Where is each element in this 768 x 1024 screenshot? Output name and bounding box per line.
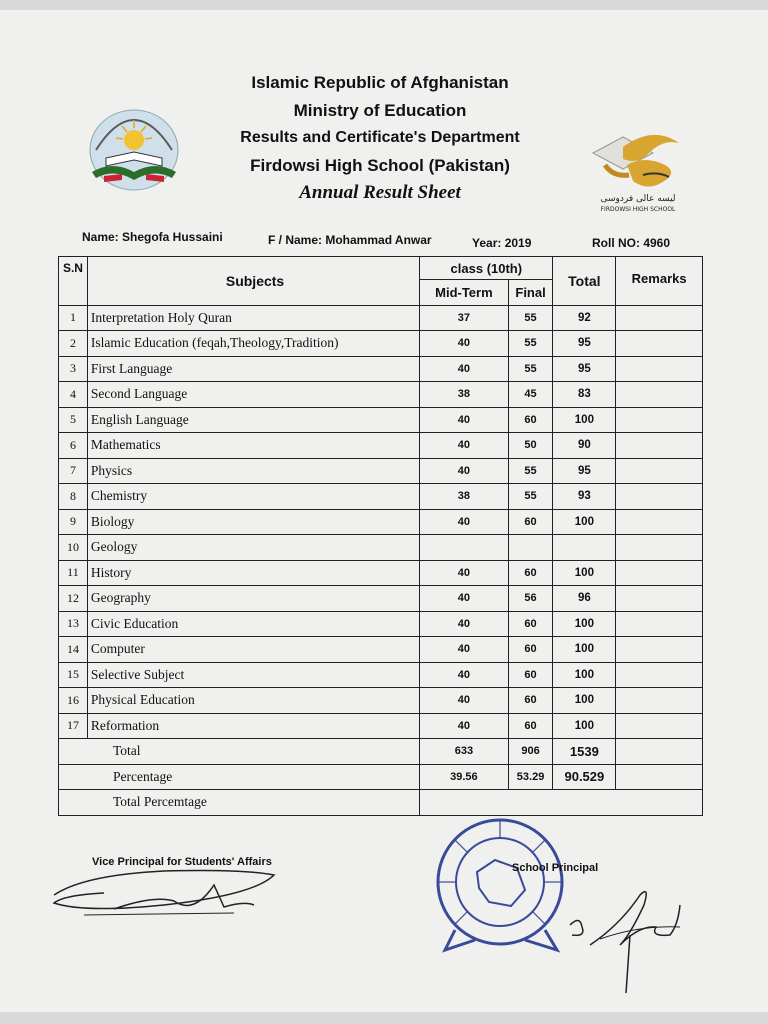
row-sn: 13 [59,611,88,637]
row-subject: Islamic Education (feqah,Theology,Tradition) [87,331,419,357]
row-sn: 8 [59,484,88,510]
row-final: 45 [508,382,553,408]
total-label: Total [59,739,420,765]
row-final: 60 [508,611,553,637]
row-remarks [616,560,703,586]
header-line-country: Islamic Republic of Afghanistan [251,73,509,92]
firdowsi-school-logo-icon [583,125,693,215]
student-name: Name: Shegofa Hussaini [82,230,223,244]
total-percentage-row [59,790,703,816]
row-subject: Geology [87,535,419,561]
total-total: 1539 [553,739,616,765]
table-row [59,356,703,382]
row-subject: Civic Education [87,611,419,637]
row-final: 55 [508,305,553,331]
header-remarks: Remarks [616,257,703,306]
row-total: 100 [553,713,616,739]
row-remarks [616,382,703,408]
row-sn: 17 [59,713,88,739]
father-name: F / Name: Mohammad Anwar [268,233,432,247]
row-remarks [616,637,703,663]
row-subject: Geography [87,586,419,612]
row-subject: Biology [87,509,419,535]
row-sn: 7 [59,458,88,484]
svg-text:ليسه عالى فردوسى: ليسه عالى فردوسى [600,194,676,204]
school-principal-label: School Principal [512,862,599,874]
row-final: 55 [508,331,553,357]
row-final: 60 [508,560,553,586]
total-mid: 633 [420,739,508,765]
row-total: 100 [553,560,616,586]
row-subject: Interpretation Holy Quran [87,305,419,331]
row-sn: 9 [59,509,88,535]
row-remarks [616,611,703,637]
row-mid-term: 40 [420,458,508,484]
row-mid-term: 40 [420,586,508,612]
percentage-row [59,764,703,790]
row-mid-term [420,535,508,561]
row-subject: English Language [87,407,419,433]
row-remarks [616,433,703,459]
row-remarks [616,305,703,331]
roll-number: Roll NO: 4960 [592,236,671,250]
table-row [59,611,703,637]
row-total: 100 [553,611,616,637]
row-total: 95 [553,356,616,382]
row-mid-term: 40 [420,331,508,357]
row-total: 100 [553,662,616,688]
row-subject: Mathematics [87,433,419,459]
table-row [59,662,703,688]
row-total: 100 [553,407,616,433]
row-sn: 16 [59,688,88,714]
row-total: 90 [553,433,616,459]
row-final: 60 [508,509,553,535]
percentage-mid: 39.56 [420,764,508,790]
row-sn: 6 [59,433,88,459]
row-remarks [616,662,703,688]
table-row [59,407,703,433]
row-mid-term: 40 [420,611,508,637]
subject-rows [59,305,703,739]
school-stamp-icon [425,810,575,960]
ministry-emblem-icon [82,100,186,194]
table-row [59,433,703,459]
row-remarks [616,484,703,510]
results-table [58,256,703,816]
row-remarks [616,407,703,433]
row-subject: Computer [87,637,419,663]
row-final: 60 [508,637,553,663]
row-total: 83 [553,382,616,408]
table-row [59,382,703,408]
svg-text:FIRDOWSI HIGH SCHOOL: FIRDOWSI HIGH SCHOOL [600,206,676,213]
row-final: 60 [508,688,553,714]
row-final: 55 [508,356,553,382]
table-row [59,713,703,739]
row-mid-term: 40 [420,662,508,688]
table-row [59,331,703,357]
row-sn: 11 [59,560,88,586]
row-mid-term: 40 [420,688,508,714]
row-total: 93 [553,484,616,510]
row-total [553,535,616,561]
row-sn: 4 [59,382,88,408]
table-row [59,509,703,535]
total-row [59,739,703,765]
row-remarks [616,509,703,535]
row-total: 95 [553,331,616,357]
row-total: 100 [553,688,616,714]
row-mid-term: 40 [420,407,508,433]
row-subject: Reformation [87,713,419,739]
principal-signature-icon [560,865,690,995]
row-final: 55 [508,484,553,510]
row-sn: 1 [59,305,88,331]
table-row [59,535,703,561]
row-sn: 14 [59,637,88,663]
row-remarks [616,458,703,484]
row-remarks [616,713,703,739]
header-line-ministry: Ministry of Education [293,101,467,120]
row-subject: Second Language [87,382,419,408]
row-final: 60 [508,662,553,688]
row-subject: Chemistry [87,484,419,510]
row-sn: 2 [59,331,88,357]
row-subject: History [87,560,419,586]
header-sn: S.N [59,257,88,306]
header-mid-term: Mid-Term [420,280,508,306]
row-mid-term: 37 [420,305,508,331]
row-total: 95 [553,458,616,484]
header-final: Final [508,280,553,306]
row-remarks [616,356,703,382]
row-sn: 3 [59,356,88,382]
row-mid-term: 40 [420,356,508,382]
row-final: 55 [508,458,553,484]
result-sheet [0,10,768,1012]
percentage-final: 53.29 [508,764,553,790]
row-remarks [616,331,703,357]
table-row [59,560,703,586]
row-subject: Physical Education [87,688,419,714]
academic-year: Year: 2019 [472,236,532,250]
row-total: 100 [553,509,616,535]
document-header [200,70,560,202]
row-total: 100 [553,637,616,663]
row-final: 60 [508,407,553,433]
row-mid-term: 40 [420,560,508,586]
row-remarks [616,688,703,714]
total-final: 906 [508,739,553,765]
header-class: class (10th) [420,257,553,280]
header-line-sheet-title: Annual Result Sheet [299,182,461,203]
row-total: 92 [553,305,616,331]
row-subject: First Language [87,356,419,382]
table-row [59,305,703,331]
row-final: 56 [508,586,553,612]
row-mid-term: 38 [420,484,508,510]
row-mid-term: 40 [420,637,508,663]
table-row [59,637,703,663]
row-mid-term: 40 [420,509,508,535]
row-subject: Physics [87,458,419,484]
table-row [59,484,703,510]
row-mid-term: 40 [420,713,508,739]
vice-principal-label: Vice Principal for Students' Affairs [92,856,272,868]
header-line-school: Firdowsi High School (Pakistan) [250,156,510,175]
header-subjects: Subjects [87,257,419,306]
row-final [508,535,553,561]
row-sn: 12 [59,586,88,612]
row-final: 50 [508,433,553,459]
table-row [59,688,703,714]
row-final: 60 [508,713,553,739]
percentage-label: Percentage [59,764,420,790]
row-mid-term: 38 [420,382,508,408]
row-subject: Selective Subject [87,662,419,688]
row-sn: 5 [59,407,88,433]
row-sn: 15 [59,662,88,688]
total-remarks [616,739,703,765]
total-percentage-label: Total Percemtage [59,790,420,816]
row-remarks [616,535,703,561]
row-total: 96 [553,586,616,612]
header-line-department: Results and Certificate's Department [240,129,520,146]
row-sn: 10 [59,535,88,561]
table-row [59,458,703,484]
header-total: Total [553,257,616,306]
percentage-total: 90.529 [553,764,616,790]
percentage-remarks [616,764,703,790]
row-mid-term: 40 [420,433,508,459]
row-remarks [616,586,703,612]
table-row [59,586,703,612]
